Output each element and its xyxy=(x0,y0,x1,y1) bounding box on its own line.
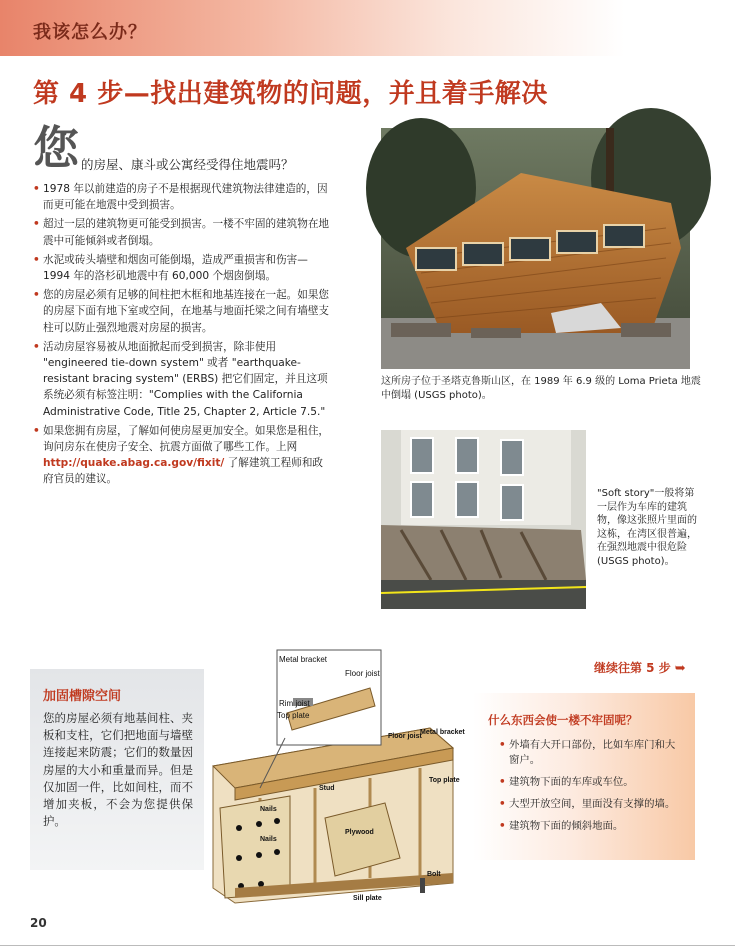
diagram-label: Metal bracket xyxy=(279,655,328,664)
list-item: • 活动房屋容易被从地面掀起而受到损害，除非使用 "engineered tie-down system" 或者 "earthquake-resistant bracing system" (ERBS) 把它们固定，并且这项系统必须有标签注明："Complies with the California Administrative Code, Title 25, Chapter 2, Article 7.5." xyxy=(33,339,333,420)
list-item: • 建筑物下面的倾斜地面。 xyxy=(499,819,679,834)
list-item: • 大型开放空间，里面没有支撑的墙。 xyxy=(499,797,679,812)
photo-caption: "Soft story"一般将第一层作为车库的建筑物，像这张照片里面的这栋，在湾区很普遍，在强烈地震中很危险 (USGS photo)。 xyxy=(597,488,697,567)
arrow-icon: ➥ xyxy=(674,661,686,676)
box-body: 您的房屋必须有地基间柱、夹板和支柱，它们把地面与墙壁连接起来防震；它们的数量因房屋的大小和重量而异。但是仅加固一件，比如间柱，而不增加夹板，不会为您提供保护。 xyxy=(43,711,193,829)
diagram-label: Sill plate xyxy=(353,895,382,902)
collapsed-house-photo xyxy=(381,128,690,369)
list-item: • 超过一层的建筑物更可能受到损害。一楼不牢固的建筑物在地震中可能倾斜或者倒塌。 xyxy=(33,216,333,248)
list-item: • 您的房屋必须有足够的间柱把木框和地基连接在一起。如果您的房屋下面有地下室或空间，在地基与地面托梁之间有墙壁支柱可以防止强烈地震对房屋的损害。 xyxy=(33,287,333,336)
crawlspace-info-box xyxy=(30,669,204,870)
bullet-text: 了解建筑工程师和政府官员的建议。 xyxy=(43,457,324,486)
risk-bullet-list xyxy=(33,181,333,491)
page-headline: 第 4 步—找出建筑物的问题，并且着手解决 xyxy=(33,79,548,109)
list-item: • 外墙有大开口部份，比如车库门和大窗户。 xyxy=(499,738,679,768)
diagram-label: Nails xyxy=(260,836,277,843)
diagram-label: Rim joist xyxy=(279,699,310,708)
list-item: • 建筑物下面的车库或车位。 xyxy=(499,775,679,790)
weak-first-floor-box xyxy=(473,693,695,860)
lead-text: 的房屋、康斗或公寓经受得住地震吗？ xyxy=(81,157,294,172)
footer-rule xyxy=(0,945,735,946)
continue-link[interactable] xyxy=(594,659,686,676)
diagram-label: Plywood xyxy=(345,829,374,836)
diagram-label: Nails xyxy=(260,806,277,813)
diagram-label: Floor joist xyxy=(388,733,422,740)
list-item: • 水泥或砖头墙壁和烟囱可能倒塌，造成严重损害和伤害—1994 年的洛杉矶地震中有 60,000 个烟囱倒塌。 xyxy=(33,252,333,284)
diagram-label: Metal bracket xyxy=(420,729,465,736)
list-item: • 1978 年以前建造的房子不是根据现代建筑物法律建造的，因而更可能在地震中受到损害。 xyxy=(33,181,333,213)
bullet-text: 如果您拥有房屋，了解如何使房屋更加安全。如果您是租住，询问房东在使房子安全、抗震方面做了哪些工作。上网 xyxy=(43,424,330,454)
soft-story-photo xyxy=(381,430,586,609)
box-title: 什么东西会使一楼不牢固呢？ xyxy=(488,713,638,727)
list-item xyxy=(33,423,333,488)
weak-floor-list xyxy=(499,738,679,841)
diagram-label: Top plate xyxy=(277,711,310,720)
box-title: 加固槽隙空间 xyxy=(43,689,122,704)
crawlspace-diagram xyxy=(205,648,465,903)
diagram-label: Floor joist xyxy=(345,669,380,678)
continue-label: 继续往第 5 步 xyxy=(594,661,671,675)
fixit-link[interactable]: http://quake.abag.ca.gov/fixit/ xyxy=(43,457,225,470)
diagram-label: Bolt xyxy=(427,871,441,878)
dropcap: 您 xyxy=(33,121,79,175)
photo-caption: 这所房子位于圣塔克鲁斯山区，在 1989 年 6.9 级的 Loma Prieta 地震中倒塌 (USGS photo)。 xyxy=(381,376,701,401)
diagram-label: Stud xyxy=(319,785,335,792)
section-tag: 我该怎么办？ xyxy=(33,22,147,43)
diagram-label: Top plate xyxy=(429,777,460,784)
lead-paragraph xyxy=(33,121,353,175)
page-number: 20 xyxy=(30,916,47,930)
